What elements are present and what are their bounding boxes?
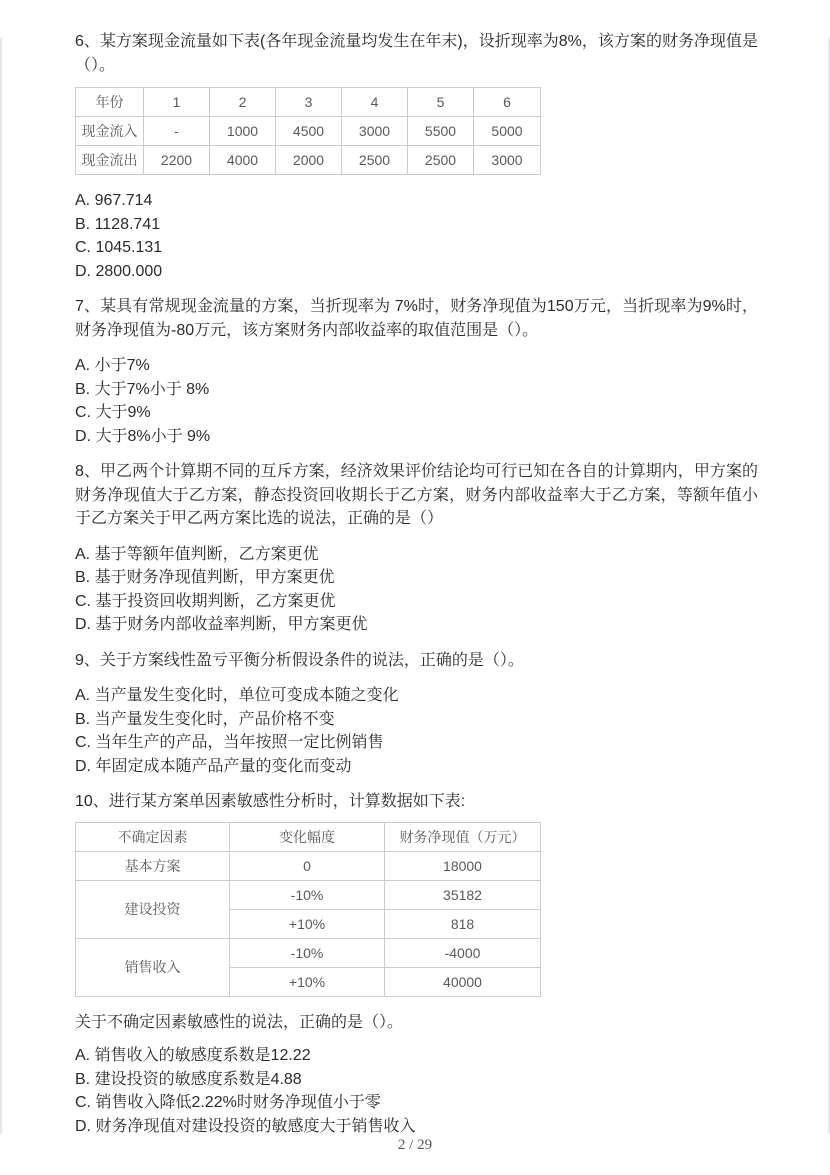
option-a: A. 967.714 (75, 192, 153, 209)
option-b: B. 基于财务净现值判断，甲方案更优 (75, 569, 335, 586)
table-cell: - (144, 117, 210, 146)
table-cell: 1 (144, 88, 210, 117)
table-cell: -10% (230, 880, 385, 909)
option-b: B. 当产量发生变化时，产品价格不变 (75, 710, 335, 728)
table-cell: 6 (474, 88, 541, 117)
table-cell: 2200 (144, 146, 210, 175)
option-a: A. 小于7% (75, 357, 150, 374)
options-list (75, 684, 758, 778)
table-cell: 3 (276, 88, 342, 117)
table-header-cell: 财务净现值（万元） (385, 822, 541, 851)
table-cell: 4 (342, 88, 408, 117)
page-content (75, 30, 758, 1138)
table-cell: 2 (210, 88, 276, 117)
question-stem: 9、关于方案线性盈亏平衡分析假设条件的说法，正确的是（）。 (75, 651, 524, 669)
table-row (76, 822, 541, 851)
table-row (76, 146, 541, 175)
option-d: D. 2800.000 (75, 262, 163, 280)
table-cell: +10% (230, 967, 385, 996)
question-8 (75, 460, 758, 637)
question-6 (75, 30, 758, 283)
table-cell: -10% (230, 938, 385, 967)
table-cell: +10% (230, 909, 385, 938)
question-10 (75, 790, 758, 1138)
table-cell: 0 (230, 851, 385, 880)
table-cell: 3000 (342, 117, 408, 146)
table-cell: 建设投资 (76, 880, 230, 938)
table-cell: 1000 (210, 117, 276, 146)
table-header-cell: 变化幅度 (230, 822, 385, 851)
table-row (76, 851, 541, 880)
table-cell: -4000 (385, 938, 541, 967)
question-7 (75, 295, 758, 448)
options-list (75, 543, 758, 637)
option-d: D. 年固定成本随产品产量的变化而变动 (75, 757, 352, 775)
option-c: C. 销售收入降低2.22%时财务净现值小于零 (75, 1094, 381, 1111)
table-cell: 4500 (276, 117, 342, 146)
question-stem-continued: 关于不确定因素敏感性的说法，正确的是（）。 (75, 1013, 404, 1031)
table-cell: 18000 (385, 851, 541, 880)
table-cell: 销售收入 (76, 938, 230, 996)
option-c: C. 1045.131 (75, 239, 163, 256)
table-cell: 现金流出 (76, 146, 144, 175)
option-d: D. 大于8%小于 9% (75, 427, 211, 445)
option-d: D. 基于财务内部收益率判断，甲方案更优 (75, 616, 368, 633)
question-stem: 6、某方案现金流量如下表(各年现金流量均发生在年末)，设折现率为8%，该方案的财务净现值是（）。 (75, 33, 758, 74)
question-stem: 7、某具有常规现金流量的方案，当折现率为 7%时，财务净现值为150万元，当折现率为9%时，财务净现值为-80万元，该方案财务内部收益率的取值范围是（）。 (75, 298, 758, 339)
option-b: B. 大于7%小于 8% (75, 380, 210, 398)
option-c: C. 大于9% (75, 404, 151, 421)
option-d: D. 财务净现值对建设投资的敏感度大于销售收入 (75, 1117, 416, 1135)
table-cell: 818 (385, 909, 541, 938)
table-header-cell: 不确定因素 (76, 822, 230, 851)
options-list (75, 354, 758, 448)
table-row (76, 88, 541, 117)
sensitivity-table (75, 822, 541, 997)
table-cell: 2000 (276, 146, 342, 175)
table-cell: 35182 (385, 880, 541, 909)
options-list (75, 189, 758, 283)
table-cell: 4000 (210, 146, 276, 175)
table-cell: 2500 (408, 146, 474, 175)
question-9 (75, 649, 758, 779)
table-cell: 5500 (408, 117, 474, 146)
option-b: B. 1128.741 (75, 215, 161, 233)
option-a: A. 基于等额年值判断，乙方案更优 (75, 545, 319, 563)
table-cell: 40000 (385, 967, 541, 996)
table-cell: 5000 (474, 117, 541, 146)
table-cell: 现金流入 (76, 117, 144, 146)
table-cell: 3000 (474, 146, 541, 175)
option-b: B. 建设投资的敏感度系数是4.88 (75, 1070, 302, 1088)
table-cell: 基本方案 (76, 851, 230, 880)
table-row (76, 880, 541, 909)
table-row (76, 938, 541, 967)
cash-flow-table (75, 87, 541, 175)
option-c: C. 当年生产的产品，当年按照一定比例销售 (75, 734, 384, 751)
table-cell: 年份 (76, 88, 144, 117)
table-row (76, 117, 541, 146)
page-number: 2 / 29 (397, 1137, 433, 1153)
table-cell: 2500 (342, 146, 408, 175)
table-cell: 5 (408, 88, 474, 117)
options-list (75, 1044, 758, 1138)
question-stem: 8、甲乙两个计算期不同的互斥方案，经济效果评价结论均可行已知在各自的计算期内，甲方案的财务净现值大于乙方案，静态投资回收期长于乙方案，财务内部收益率大于乙方案，等额年值小于乙方案关于甲乙两方案比选的说法，正确的是（） (75, 463, 758, 527)
option-c: C. 基于投资回收期判断，乙方案更优 (75, 592, 336, 610)
option-a: A. 销售收入的敏感度系数是12.22 (75, 1047, 311, 1064)
question-stem: 10、进行某方案单因素敏感性分析时，计算数据如下表: (75, 793, 466, 810)
page-edge-left (0, 38, 2, 1134)
option-a: A. 当产量发生变化时，单位可变成本随之变化 (75, 687, 399, 704)
